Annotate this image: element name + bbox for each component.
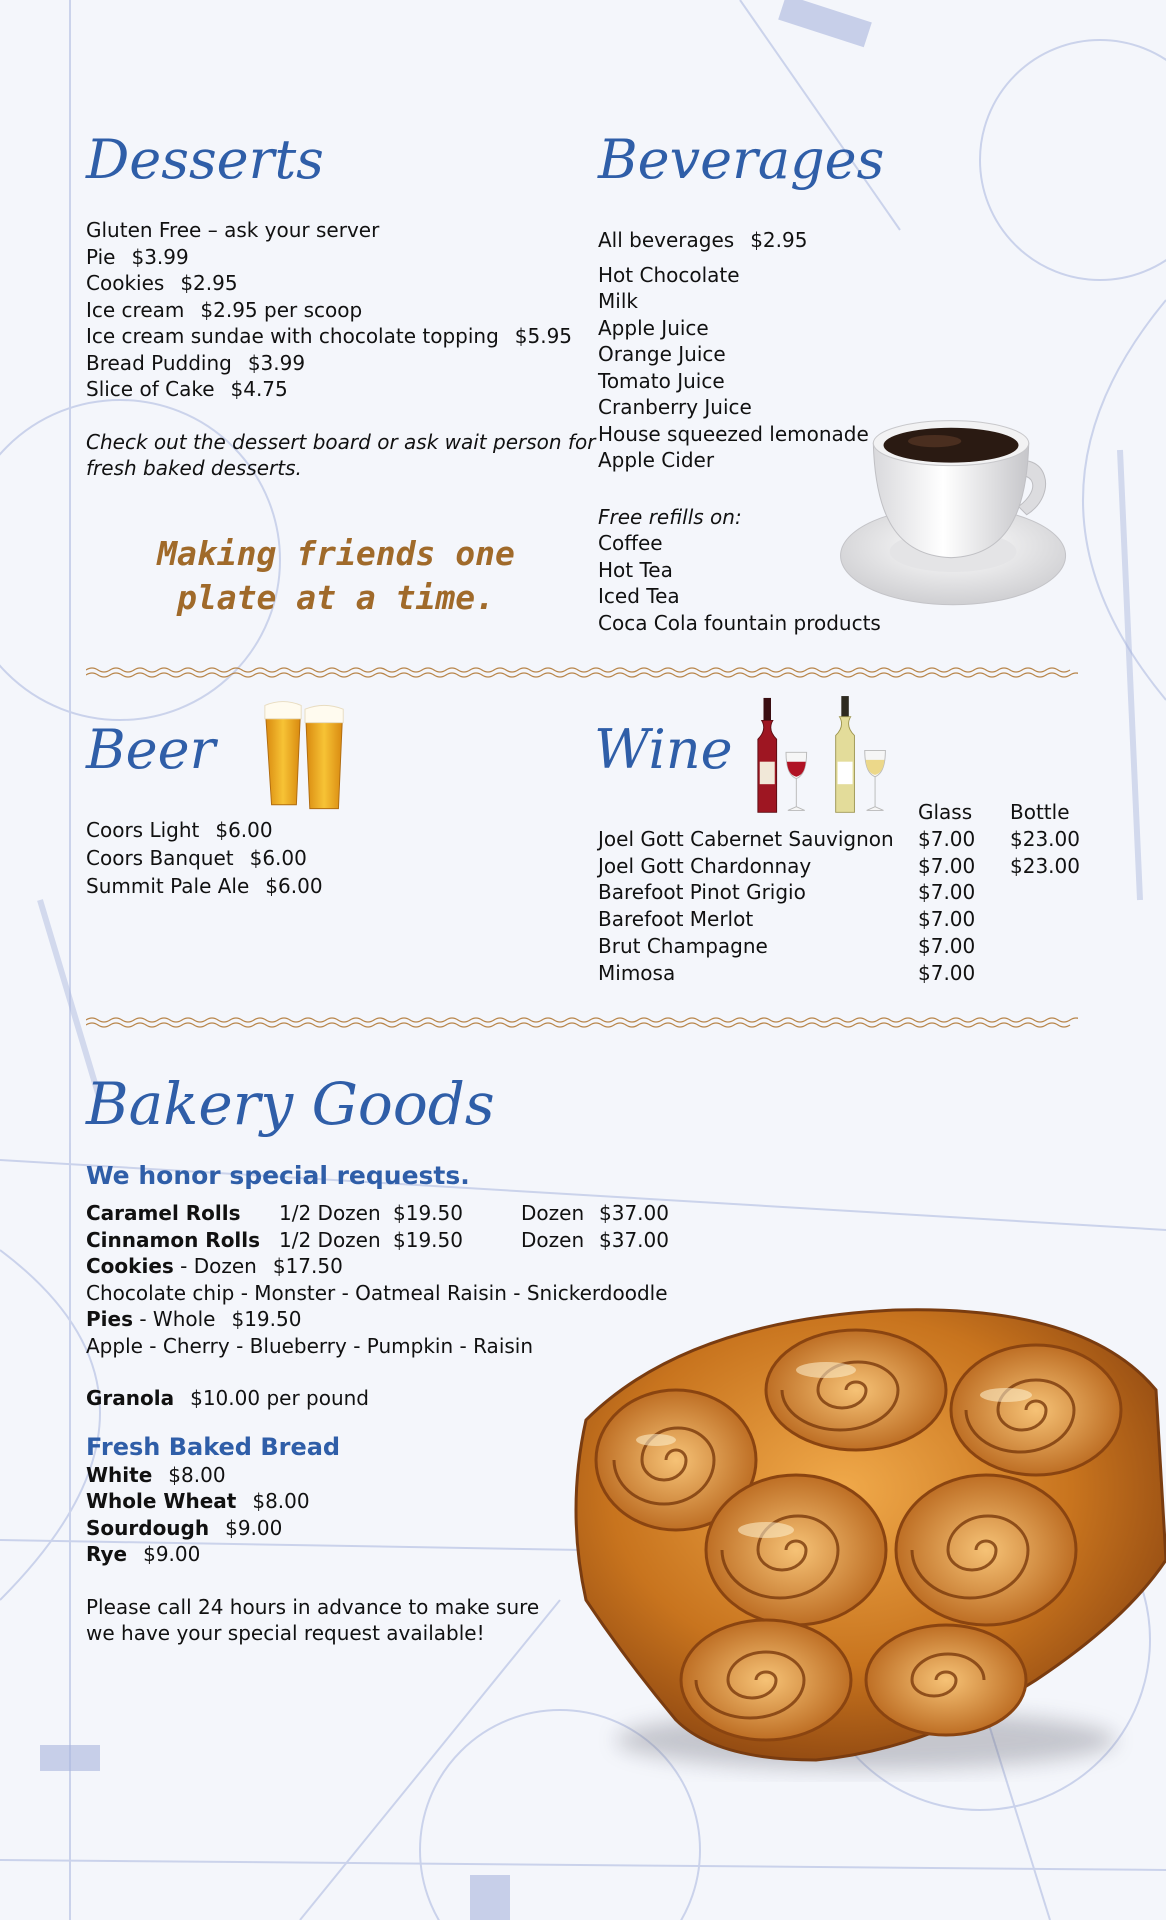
beer-glasses-image <box>262 697 348 817</box>
wine-section <box>598 800 1080 988</box>
bakery-heading: Bakery Goods <box>86 1070 495 1138</box>
desserts-footer-line-1: Check out the dessert board or ask wait person for <box>86 429 596 454</box>
beverage-item: Cranberry Juice <box>598 395 752 419</box>
all-beverages-line: All beverages $2.95 <box>598 228 808 252</box>
dessert-item: Pie $3.99 <box>86 244 189 269</box>
beverage-item: Hot Chocolate <box>598 262 740 287</box>
refill-item: Coca Cola fountain products <box>598 610 881 635</box>
wine-heading: Wine <box>594 718 733 781</box>
slogan <box>86 532 586 620</box>
wine-col-glass: Glass <box>918 800 973 824</box>
bread-item: Whole Wheat $8.00 <box>86 1489 310 1513</box>
slogan-line-2: plate at a time. <box>177 578 495 617</box>
rolls-table <box>86 1200 669 1253</box>
beverages-heading: Beverages <box>598 128 885 191</box>
wine-row: Brut Champagne $7.00 <box>598 933 976 958</box>
wavy-divider <box>86 666 1078 678</box>
wine-col-bottle: Bottle <box>1010 800 1070 824</box>
desserts-section <box>86 217 595 482</box>
caramel-rolls-image <box>566 1300 1166 1800</box>
bread-item: Rye $9.00 <box>86 1542 201 1566</box>
beer-item: Coors Light $6.00 <box>86 818 273 842</box>
wine-row: Barefoot Pinot Grigio $7.00 <box>598 880 976 905</box>
wine-row: Mimosa $7.00 <box>598 960 976 985</box>
dessert-item: Ice cream sundae with chocolate topping $5.95 <box>86 324 573 348</box>
refill-item: Iced Tea <box>598 584 680 608</box>
roll-row: Cinnamon Rolls 1/2 Dozen $19.50 Dozen $37.00 <box>86 1227 669 1252</box>
desserts-heading: Desserts <box>86 128 324 191</box>
bread-item: Sourdough $9.00 <box>86 1515 283 1540</box>
dessert-item: Slice of Cake $4.75 <box>86 377 288 401</box>
wine-row: Joel Gott Chardonnay $7.00 $23.00 <box>598 853 1080 878</box>
notice-line-2: we have your special request available! <box>86 1621 485 1645</box>
wine-header-row <box>598 800 1080 827</box>
dessert-item: Cookies $2.95 <box>86 271 238 295</box>
desserts-footer-line-2: fresh baked desserts. <box>86 456 302 480</box>
beverage-item: Orange Juice <box>598 342 726 366</box>
wine-table <box>598 800 1080 988</box>
beer-item: Coors Banquet $6.00 <box>86 846 307 870</box>
dessert-item: Bread Pudding $3.99 <box>86 350 306 375</box>
slogan-line-1: Making friends one <box>157 534 515 573</box>
coffee-cup-image <box>815 392 1085 617</box>
dessert-item: Ice cream $2.95 per scoop <box>86 297 363 322</box>
bakery-subtitle: We honor special requests. <box>86 1161 470 1190</box>
bread-item: White $8.00 <box>86 1462 226 1487</box>
roll-row: Caramel Rolls 1/2 Dozen $19.50 Dozen $37.00 <box>86 1201 669 1225</box>
wavy-divider <box>86 1016 1078 1028</box>
cookies-flavors: Chocolate chip - Monster - Oatmeal Raisin - Snickerdoodle <box>86 1280 668 1305</box>
beer-item: Summit Pale Ale $6.00 <box>86 874 323 898</box>
wine-row: Barefoot Merlot $7.00 <box>598 907 976 932</box>
cookies-line: Cookies - Dozen $17.50 <box>86 1254 343 1278</box>
beer-section <box>86 816 323 900</box>
beverage-item: Apple Cider <box>598 448 715 472</box>
granola-line: Granola $10.00 per pound <box>86 1386 370 1410</box>
notice-line-1: Please call 24 hours in advance to make sure <box>86 1594 540 1619</box>
beverage-item: House squeezed lemonade <box>598 421 869 446</box>
beverage-item: Tomato Juice <box>598 368 725 393</box>
pies-line: Pies - Whole $19.50 <box>86 1307 302 1331</box>
bread-heading: Fresh Baked Bread <box>86 1432 341 1461</box>
refill-item: Coffee <box>598 531 663 555</box>
beer-heading: Beer <box>86 718 216 781</box>
refill-item: Hot Tea <box>598 557 673 582</box>
beverage-item: Apple Juice <box>598 315 709 340</box>
free-refills-label: Free refills on: <box>598 504 742 529</box>
beverage-item: Milk <box>598 289 638 313</box>
desserts-note: Gluten Free – ask your server <box>86 218 380 242</box>
pies-flavors: Apple - Cherry - Blueberry - Pumpkin - Raisin <box>86 1333 534 1358</box>
wine-row: Joel Gott Cabernet Sauvignon $7.00 $23.00 <box>598 826 1080 851</box>
